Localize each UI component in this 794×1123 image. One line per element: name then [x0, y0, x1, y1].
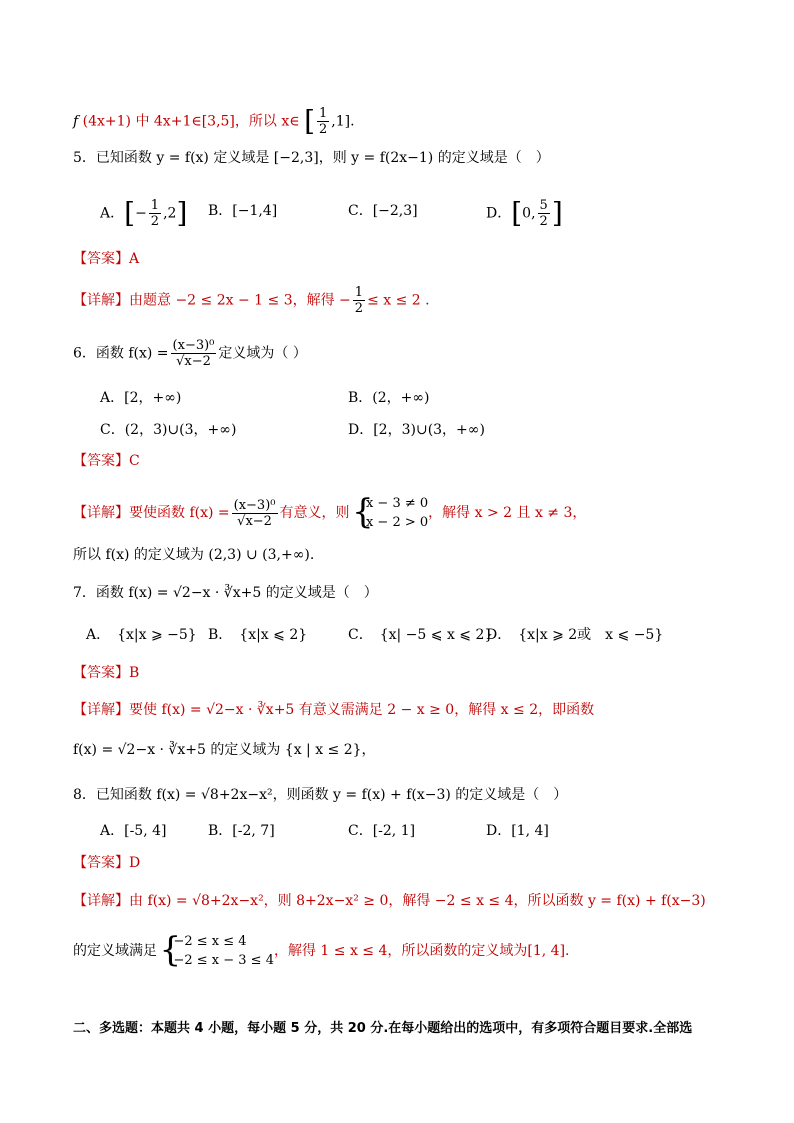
- q8-option-a: A．[-5, 4]: [100, 823, 167, 839]
- q6-answer: 【答案】C: [73, 453, 140, 469]
- q8-option-d: D．[1, 4]: [486, 823, 549, 839]
- q8-detail: 【详解】由 f(x) = √8+2x−x²，则 8+2x−x² ≥ 0，解得 −2 ≤ x ≤ 4，所以函数 y = f(x) + f(x−3): [73, 893, 706, 909]
- inequality-system: { x − 3 ≠ 0 x − 2 > 0: [354, 494, 428, 532]
- q5-option-a: A．[− $\frac{1}{2}$ ,2]: [100, 196, 188, 230]
- q6-stem: 6．函数 f(x) = $\frac{\text{(x−3)⁰}}{√x-2}$ 定义域为（ ）: [73, 338, 307, 369]
- q8-answer: 【答案】D: [73, 855, 141, 871]
- q7-detail-line2: f(x) = √2−x · ∛x+5 的定义域为 {x | x ≤ 2}，: [73, 742, 376, 758]
- inequality-system: { −2 ≤ x ≤ 4 −2 ≤ x − 3 ≤ 4: [161, 932, 274, 970]
- func-f: f: [73, 113, 79, 130]
- q5-option-b: B．[−1,4]: [208, 203, 278, 219]
- q7-option-d: D． {x|x ⩾ 2或 x ⩽ −5}: [486, 627, 664, 643]
- fraction: $\frac{1}{2}$: [319, 106, 328, 137]
- q5-stem: 5．已知函数 y = f(x) 定义域是 [−2,3]，则 y = f(2x−1) 的定义域是（ ）: [73, 150, 550, 166]
- q5-answer: 【答案】A: [73, 251, 140, 267]
- q7-detail: 【详解】要使 f(x) = √2−x · ∛x+5 有意义需满足 2 − x ≥ 0，解得 x ≤ 2，即函数: [73, 702, 595, 718]
- q6-detail: 【详解】要使函数 f(x) = $\frac{\text{(x−3)⁰}}{√x-2}$ 有意义，则 { x − 3 ≠ 0 x − 2 > 0，解得 x > 2 且 x ≠ 3，: [73, 494, 586, 532]
- q7-option-b: B． {x|x ⩽ 2}: [208, 627, 308, 643]
- q7-answer: 【答案】B: [73, 665, 140, 681]
- q6-option-a: A．[2，+∞): [100, 390, 182, 406]
- q8-option-b: B．[-2, 7]: [208, 823, 275, 839]
- prev-answer-line: f (4x+1) 中 4x+1∈[3,5]，所以 x∈ [ $\frac{1}{2}$ ,1].: [73, 104, 355, 138]
- q8-option-c: C．[-2, 1]: [348, 823, 416, 839]
- q7-stem: 7．函数 f(x) = √2−x · ∛x+5 的定义域是（ ）: [73, 585, 378, 601]
- section-heading: 二、多选题：本题共 4 小题，每小题 5 分，共 20 分.在每小题给出的选项中，有多项符合题目要求.全部选: [73, 1021, 693, 1036]
- q8-stem: 8．已知函数 f(x) = √8+2x−x²，则函数 y = f(x) + f(x−3) 的定义域是（ ）: [73, 787, 568, 803]
- interval-end: ,1].: [331, 113, 355, 130]
- q6-detail-line2: 所以 f(x) 的定义域为 (2,3) ∪ (3,+∞).: [73, 547, 315, 563]
- q6-option-b: B．(2，+∞): [348, 390, 430, 406]
- q5-detail: 【详解】由题意 −2 ≤ 2x − 1 ≤ 3，解得 − $\frac{1}{2}$ ≤ x ≤ 2 .: [73, 285, 430, 316]
- q7-option-a: A． {x|x ⩾ −5}: [86, 627, 197, 643]
- q5-option-d: D．[0, $\frac{5}{2}$ ]: [486, 196, 563, 230]
- q8-detail-line2: 的定义域满足 { −2 ≤ x ≤ 4 −2 ≤ x − 3 ≤ 4，解得 1 ≤ x ≤ 4，所以函数的定义域为[1, 4].: [73, 932, 569, 970]
- q5-option-c: C．[−2,3]: [348, 203, 418, 219]
- q6-option-c: C．(2，3)∪(3，+∞): [100, 422, 237, 438]
- prev-answer-text: (4x+1) 中 4x+1∈[3,5]，所以 x∈: [82, 113, 300, 130]
- q7-option-c: C． {x| −5 ⩽ x ⩽ 2}: [348, 627, 494, 643]
- q6-option-d: D．[2，3)∪(3，+∞): [348, 422, 485, 438]
